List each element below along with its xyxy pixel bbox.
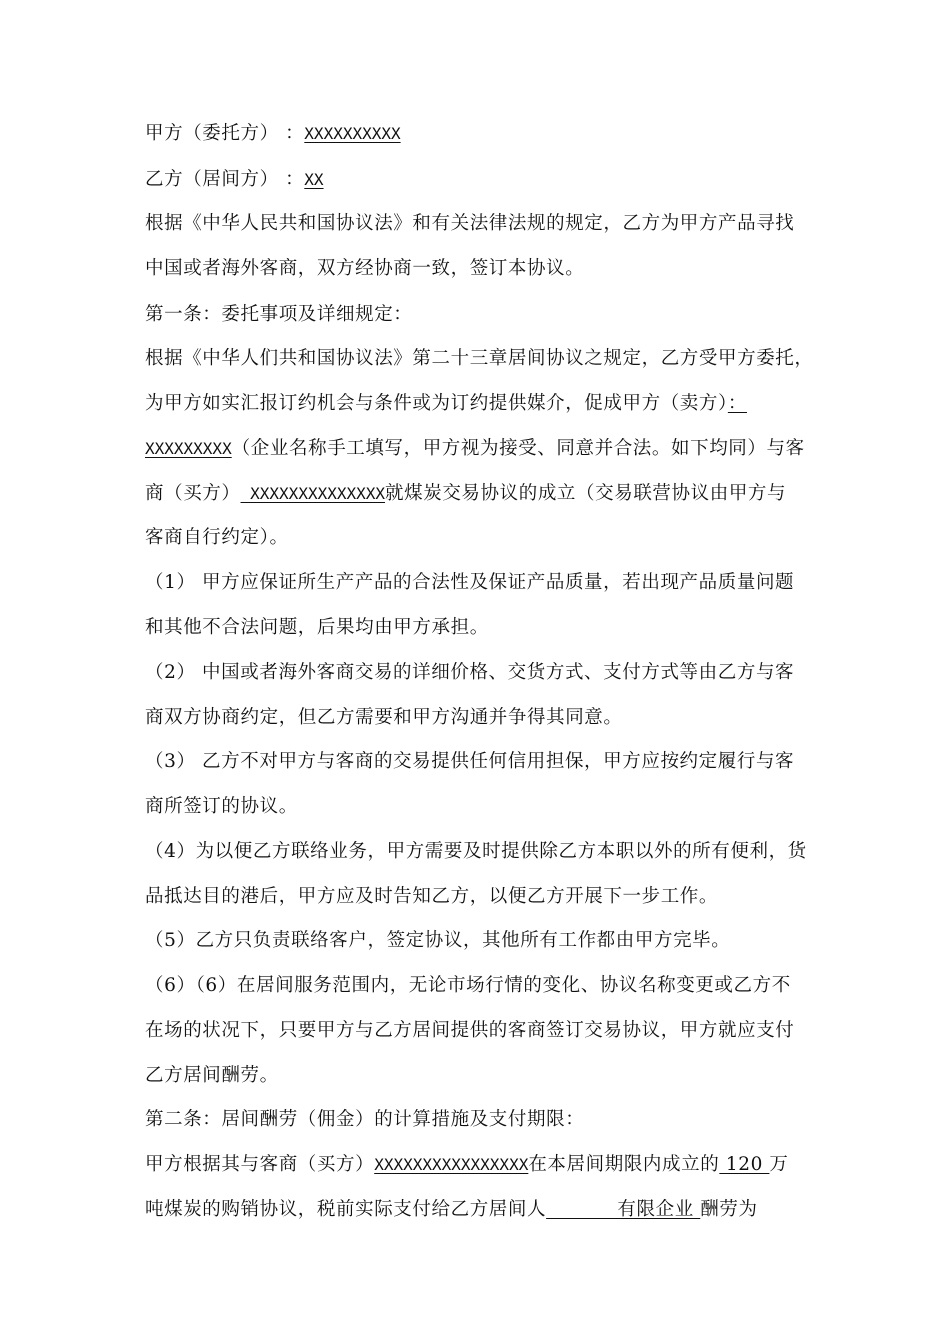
article-1-line-1: 根据《中华人们共和国协议法》第二十三章居间协议之规定，乙方受甲方委托， [145, 348, 814, 369]
article-2-line-2-end: 酬劳为 [700, 1199, 758, 1220]
article-2-heading: 第二条：居间酬劳（佣金）的计算措施及支付期限： [145, 1109, 585, 1130]
party-a-line [145, 122, 825, 146]
clause-1-line-2: 和其他不合法问题，后果均由甲方承担。 [145, 617, 489, 638]
party-b-value: XX [304, 170, 324, 189]
seller-blank: ： [727, 393, 747, 414]
article-2-line-1-text: 甲方根据其与客商（买方） [145, 1154, 375, 1175]
clause-1-line-1: （1） 甲方应保证所生产产品的合法性及保证产品质量，若出现产品质量问题 [145, 572, 795, 593]
buyer-name-2: XXXXXXXXXXXXXXXX [374, 1155, 529, 1174]
buyer-name: XXXXXXXXXXXXXX [240, 484, 386, 503]
article-1-line-3-text: （企业名称手工填写，甲方视为接受、同意并合法。如下均同）与客 [231, 438, 805, 459]
article-2-line-2-text: 吨煤炭的购销协议，税前实际支付给乙方居间人 [145, 1199, 547, 1220]
article-1-line-5: 客商自行约定）。 [145, 527, 289, 548]
party-a-value: XXXXXXXXXX [304, 124, 401, 143]
article-1-line-2-text: 为甲方如实汇报订约机会与条件或为订约提供媒介，促成甲方（卖方） [145, 393, 728, 414]
clause-3-line-2: 商所签订的协议。 [145, 796, 298, 817]
article-2-line-1 [145, 1153, 825, 1177]
clause-5-line-1: （5）乙方只负责联络客户，签定协议，其他所有工作都由甲方完毕。 [145, 930, 731, 951]
clause-6-line-2: 在场的状况下，只要甲方与乙方居间提供的客商签订交易协议，甲方就应支付 [145, 1020, 795, 1041]
party-a-label: 甲方（委托方） ： [145, 123, 305, 144]
article-1-heading: 第一条：委托事项及详细规定： [145, 304, 413, 325]
preamble-line-1: 根据《中华人民共和国协议法》和有关法律法规的规定，乙方为甲方产品寻找 [145, 213, 795, 234]
article-2-line-1-mid: 在本居间期限内成立的 [528, 1154, 720, 1175]
clause-2-line-1: （2） 中国或者海外客商交易的详细价格、交货方式、支付方式等由乙方与客 [145, 662, 795, 683]
article-1-line-2 [145, 392, 825, 416]
article-1-line-3 [145, 437, 825, 461]
clause-2-line-2: 商双方协商约定，但乙方需要和甲方沟通并争得其同意。 [145, 707, 623, 728]
party-b-label: 乙方（居间方） ： [145, 169, 305, 190]
preamble-line-2: 中国或者海外客商，双方经协商一致，签订本协议。 [145, 258, 585, 279]
party-b-line [145, 168, 825, 192]
article-1-line-4 [145, 482, 825, 506]
intermediary-name-blank: 有限企业 [546, 1199, 701, 1220]
article-1-line-4-text: 就煤炭交易协议的成立（交易联营协议由甲方与 [385, 483, 787, 504]
clause-6-line-3: 乙方居间酬劳。 [145, 1065, 279, 1086]
seller-name: XXXXXXXXX [145, 439, 232, 458]
tonnage-value: 120 [719, 1154, 770, 1175]
clause-6-line-1: （6）（6）在居间服务范围内，无论市场行情的变化、协议名称变更或乙方不 [145, 975, 791, 996]
clause-4-line-1: （4）为以便乙方联络业务，甲方需要及时提供除乙方本职以外的所有便利，货 [145, 841, 807, 862]
clause-3-line-1: （3） 乙方不对甲方与客商的交易提供任何信用担保，甲方应按约定履行与客 [145, 751, 795, 772]
tonnage-unit: 万 [769, 1154, 789, 1175]
buyer-label: 商（买方） [145, 483, 241, 504]
clause-4-line-2: 品抵达目的港后，甲方应及时告知乙方，以便乙方开展下一步工作。 [145, 886, 719, 907]
article-2-line-2 [145, 1198, 825, 1222]
